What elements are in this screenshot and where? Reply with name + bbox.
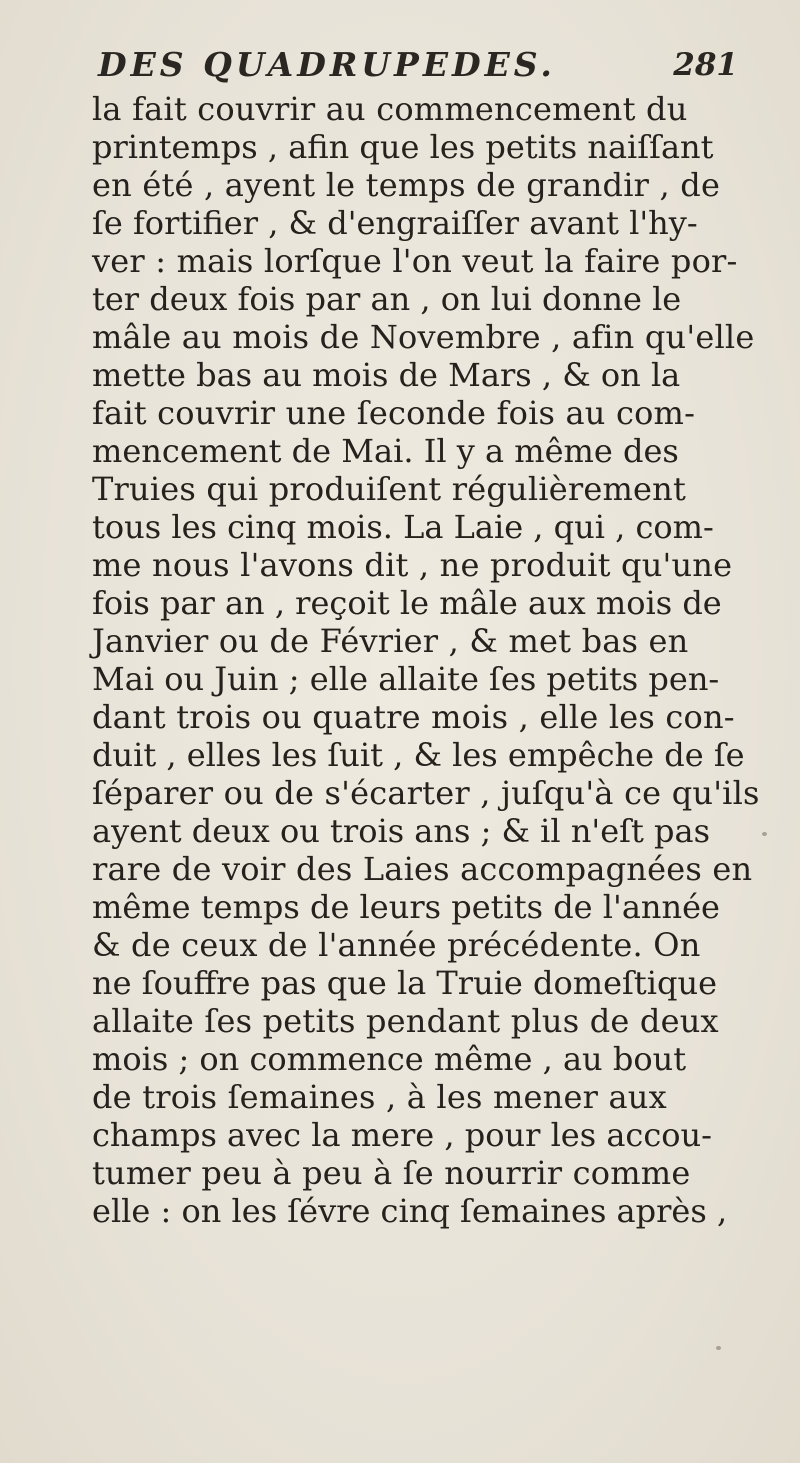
text-line: printemps , afin que les petits naiſſant [92,128,714,166]
text-line: la fait couvrir au commencement du [92,90,688,128]
text-line: & de ceux de l'année précédente. On [92,926,701,964]
text-line: tous les cinq mois. La Laie , qui , com- [92,508,714,546]
text-line: même temps de leurs petits de l'année [92,888,720,926]
body-text [92,90,760,1230]
text-line: rare de voir des Laies accompagnées en [92,850,753,888]
text-line: mencement de Mai. Il y a même des [92,432,679,470]
text-line: ſéparer ou de s'écarter , juſqu'à ce qu'ils [92,774,760,812]
paper-speck [716,1346,721,1350]
text-line: dant trois ou quatre mois , elle les con- [92,698,735,736]
text-line: ne ſouffre pas que la Truie domeſtique [92,964,718,1002]
running-title: DES QUADRUPEDES. [98,45,556,84]
text-line: ayent deux ou trois ans ; & il n'eſt pas [92,812,711,850]
text-line: fait couvrir une ſeconde fois au com- [92,394,696,432]
text-line: mette bas au mois de Mars , & on la [92,356,681,394]
text-line: Mai ou Juin ; elle allaite ſes petits pen- [92,660,720,698]
text-line: fois par an , reçoit le mâle aux mois de [92,584,722,622]
text-line: de trois ſemaines , à les mener aux [92,1078,667,1116]
page-number: 281 [673,47,738,83]
text-line: ſe fortifier , & d'engraiſſer avant l'hy- [92,204,698,242]
text-line: mâle au mois de Novembre , afin qu'elle [92,318,755,356]
text-line: elle : on les ſévre cinq ſemaines après , [92,1192,728,1230]
text-line: tumer peu à peu à ſe nourrir comme [92,1154,691,1192]
text-line: Janvier ou de Février , & met bas en [92,622,689,660]
text-line: en été , ayent le temps de grandir , de [92,166,721,204]
text-line: ver : mais lorſque l'on veut la faire por- [92,242,738,280]
text-line: duit , elles les ſuit , & les empêche de ſe [92,736,745,774]
text-line: ter deux fois par an , on lui donne le [92,280,682,318]
text-line: Truies qui produiſent régulièrement [92,470,687,508]
paper-speck [762,832,767,836]
page-header [98,45,738,95]
text-line: mois ; on commence même , au bout [92,1040,687,1078]
text-line: me nous l'avons dit , ne produit qu'une [92,546,733,584]
text-line: allaite ſes petits pendant plus de deux [92,1002,719,1040]
text-line: champs avec la mere , pour les accou- [92,1116,712,1154]
